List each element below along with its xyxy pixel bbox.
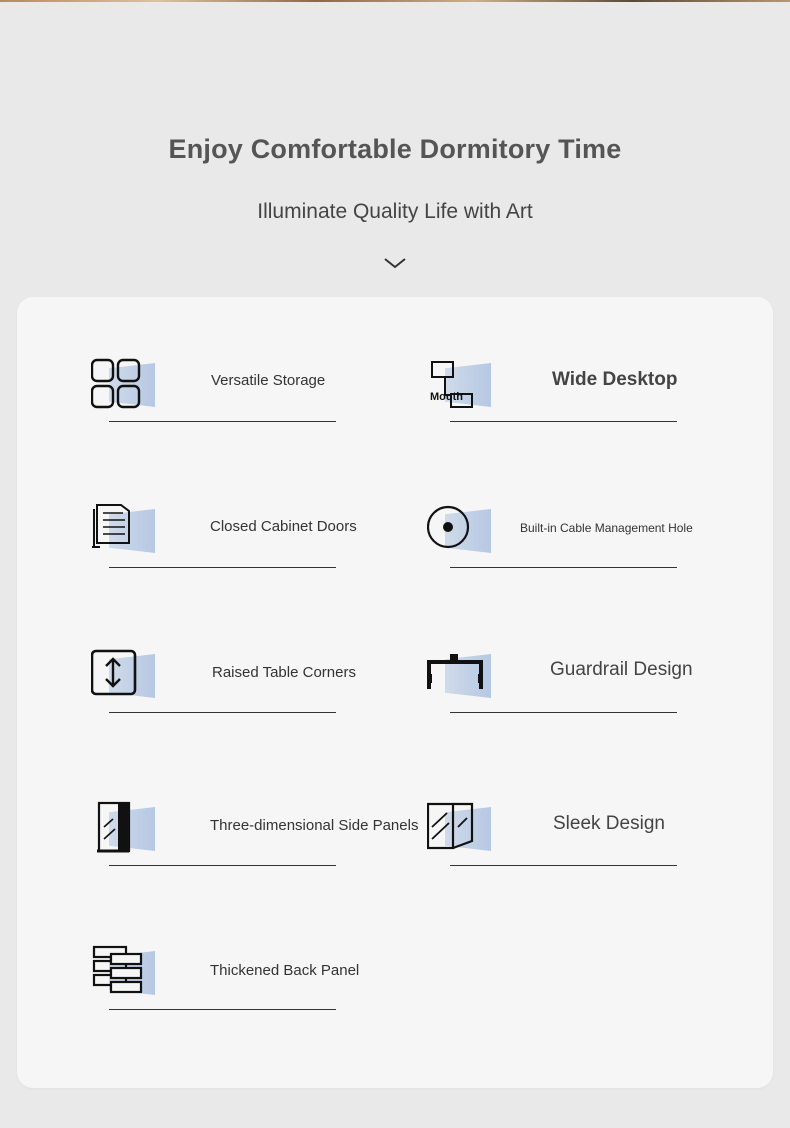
feature-closed-cabinet-doors (91, 503, 451, 583)
page-subtitle: Illuminate Quality Life with Art (257, 200, 533, 223)
feature-guardrail-design (427, 648, 787, 728)
feature-label: Wide Desktop (552, 369, 678, 390)
feature-cable-management-hole (427, 503, 787, 583)
guardrail-icon (427, 648, 483, 704)
feature-label: Closed Cabinet Doors (210, 518, 357, 535)
raised-corner-icon (91, 648, 147, 704)
feature-sleek-design (427, 801, 787, 881)
divider (109, 865, 336, 866)
feature-wide-desktop (427, 357, 787, 437)
feature-label: Guardrail Design (550, 659, 693, 680)
feature-label: Raised Table Corners (212, 664, 356, 681)
feature-label: Sleek Design (553, 813, 665, 834)
grid-icon (91, 357, 147, 413)
feature-side-panels (91, 801, 451, 881)
divider (109, 712, 336, 713)
divider (109, 1009, 336, 1010)
side-panel-icon (91, 801, 147, 857)
divider (450, 712, 677, 713)
layout-icon (427, 357, 483, 413)
chevron-down-icon[interactable] (384, 256, 406, 270)
cable-hole-icon (427, 503, 483, 559)
features-card (17, 297, 773, 1088)
feature-label: Thickened Back Panel (210, 962, 360, 979)
back-panel-icon (91, 945, 147, 1001)
divider (450, 421, 677, 422)
feature-label: Built-in Cable Management Hole (520, 521, 693, 535)
top-image-edge (0, 0, 790, 2)
divider (450, 865, 677, 866)
feature-label: Three-dimensional Side Panels (210, 817, 419, 834)
feature-thickened-back-panel (91, 945, 451, 1025)
feature-raised-table-corners (91, 648, 451, 728)
icon-overlay-text: Mouth (430, 391, 463, 403)
feature-label: Versatile Storage (211, 372, 326, 389)
divider (109, 421, 336, 422)
page-title: Enjoy Comfortable Dormitory Time (168, 134, 622, 164)
feature-versatile-storage (91, 357, 451, 437)
divider (450, 567, 677, 568)
sleek-icon (427, 801, 483, 857)
cabinet-icon (91, 503, 147, 559)
divider (109, 567, 336, 568)
